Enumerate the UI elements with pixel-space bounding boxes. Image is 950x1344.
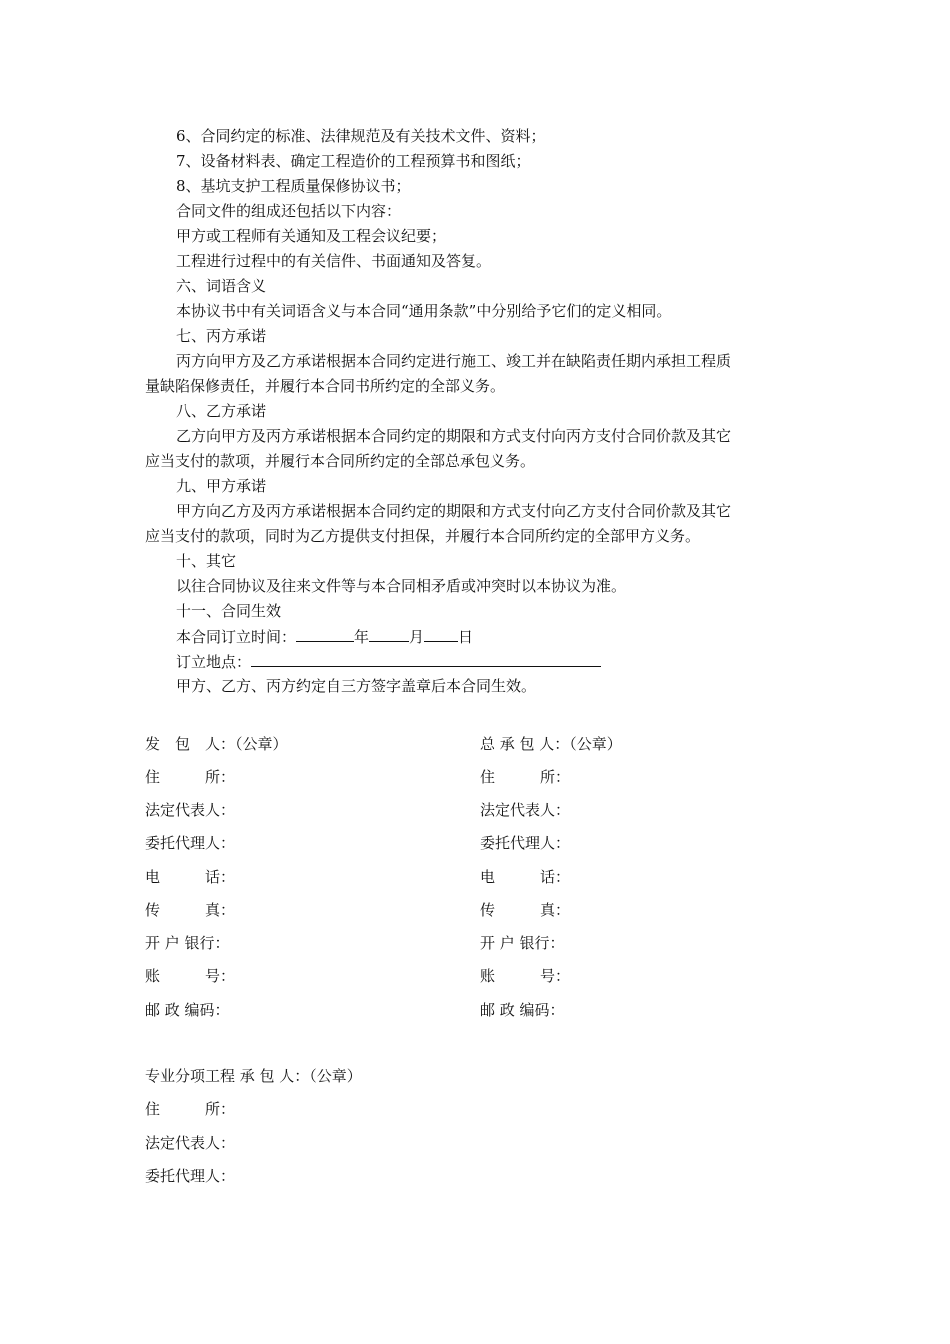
clause-line: 甲方向乙方及丙方承诺根据本合同约定的期限和方式支付向乙方支付合同价款及其它 bbox=[176, 502, 732, 520]
contractor-postcode: 邮 政 编码： bbox=[480, 1001, 565, 1019]
clause-line: 量缺陷保修责任，并履行本合同书所约定的全部义务。 bbox=[145, 377, 506, 395]
clause-line: 本协议书中有关词语含义与本合同“通用条款”中分别给予它们的定义相同。 bbox=[176, 302, 672, 320]
employer-phone: 电 话： bbox=[145, 868, 236, 886]
employer-agent: 委托代理人： bbox=[145, 834, 236, 852]
subcontractor-title: 专业分项工程 承 包 人：（公章） bbox=[145, 1067, 362, 1085]
clause-line: 合同文件的组成还包括以下内容： bbox=[176, 202, 402, 220]
subcontractor-legal-rep: 法定代表人： bbox=[145, 1134, 236, 1152]
contractor-title: 总 承 包 人：（公章） bbox=[480, 735, 622, 753]
employer-account: 账 号： bbox=[145, 967, 236, 985]
section-heading: 六、词语含义 bbox=[176, 277, 267, 295]
subcontractor-address: 住 所： bbox=[145, 1100, 236, 1118]
employer-legal-rep: 法定代表人： bbox=[145, 801, 236, 819]
section-heading: 八、乙方承诺 bbox=[176, 402, 267, 420]
month-label: 月 bbox=[409, 628, 425, 646]
clause-line: 乙方向甲方及丙方承诺根据本合同约定的期限和方式支付向丙方支付合同价款及其它 bbox=[176, 427, 732, 445]
place-label: 订立地点： bbox=[176, 653, 252, 671]
signing-place-line bbox=[176, 651, 601, 672]
section-heading: 十一、合同生效 bbox=[176, 602, 282, 620]
clause-line: 应当支付的款项，同时为乙方提供支付担保，并履行本合同所约定的全部甲方义务。 bbox=[145, 527, 701, 545]
contractor-phone: 电 话： bbox=[480, 868, 571, 886]
month-blank bbox=[369, 626, 409, 642]
clause-line: 6、合同约定的标准、法律规范及有关技术文件、资料； bbox=[176, 127, 546, 145]
contractor-bank: 开 户 银行： bbox=[480, 934, 565, 952]
clause-line: 丙方向甲方及乙方承诺根据本合同约定进行施工、竣工并在缺陷责任期内承担工程质 bbox=[176, 352, 732, 370]
employer-title: 发 包 人：（公章） bbox=[145, 735, 288, 753]
employer-postcode: 邮 政 编码： bbox=[145, 1001, 230, 1019]
section-heading: 十、其它 bbox=[176, 552, 237, 570]
day-label: 日 bbox=[458, 628, 474, 646]
signing-date-line bbox=[176, 626, 473, 647]
year-blank bbox=[296, 626, 354, 642]
section-heading: 九、甲方承诺 bbox=[176, 477, 267, 495]
place-blank bbox=[251, 651, 601, 667]
section-heading: 七、丙方承诺 bbox=[176, 327, 267, 345]
employer-bank: 开 户 银行： bbox=[145, 934, 230, 952]
contractor-account: 账 号： bbox=[480, 967, 571, 985]
date-label: 本合同订立时间： bbox=[176, 628, 297, 646]
contractor-address: 住 所： bbox=[480, 768, 571, 786]
contractor-agent: 委托代理人： bbox=[480, 834, 571, 852]
contractor-fax: 传 真： bbox=[480, 901, 571, 919]
day-blank bbox=[424, 626, 458, 642]
subcontractor-agent: 委托代理人： bbox=[145, 1167, 236, 1185]
clause-line: 工程进行过程中的有关信件、书面通知及答复。 bbox=[176, 252, 492, 270]
employer-fax: 传 真： bbox=[145, 901, 236, 919]
employer-address: 住 所： bbox=[145, 768, 236, 786]
clause-line: 应当支付的款项，并履行本合同所约定的全部总承包义务。 bbox=[145, 452, 536, 470]
clause-line: 8、基坑支护工程质量保修协议书； bbox=[176, 177, 411, 195]
year-label: 年 bbox=[354, 628, 370, 646]
clause-line: 甲方、乙方、丙方约定自三方签字盖章后本合同生效。 bbox=[176, 677, 537, 695]
clause-line: 7、设备材料表、确定工程造价的工程预算书和图纸； bbox=[176, 152, 531, 170]
contractor-legal-rep: 法定代表人： bbox=[480, 801, 571, 819]
clause-line: 以往合同协议及往来文件等与本合同相矛盾或冲突时以本协议为准。 bbox=[176, 577, 627, 595]
clause-line: 甲方或工程师有关通知及工程会议纪要； bbox=[176, 227, 447, 245]
